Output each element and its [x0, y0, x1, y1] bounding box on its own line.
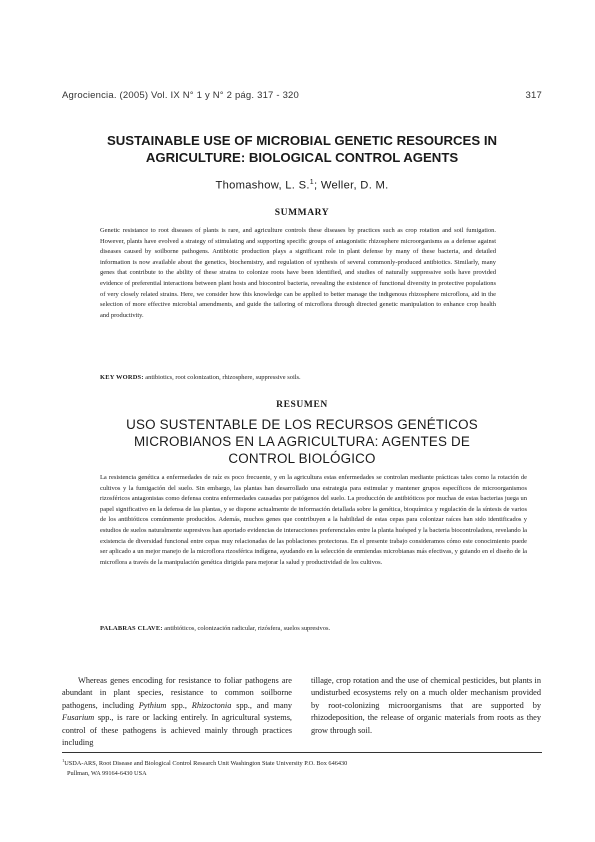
title-line-2: AGRICULTURE: BIOLOGICAL CONTROL AGENTS [145, 149, 459, 165]
author-2: ; Weller, D. M. [314, 179, 389, 192]
keywords-label: KEY WORDS: [100, 374, 144, 381]
footnote [62, 756, 492, 778]
footnote-divider [62, 752, 542, 753]
body-text-run: spp., [166, 700, 192, 710]
taxon-name: Pythium [138, 700, 167, 710]
footnote-mark: 1 [62, 758, 65, 763]
spanish-title-line-2: MICROBIANOS EN LA AGRICULTURA: AGENTES DE [133, 434, 471, 449]
summary-heading: SUMMARY [274, 208, 330, 218]
spanish-title-line-1: USO SUSTENTABLE DE LOS RECURSOS GENÉTICOS [126, 417, 478, 432]
article-title [62, 133, 542, 166]
body-column-right: tillage, crop rotation and the use of chemical pesticides, but plants in undisturbed ecosystems rely on a much older mechanism provided by root-colonizing microorganisms that are supported by rhizodeposition, the release of organic materials from roots as they grow through soil. [311, 676, 541, 735]
authors [62, 179, 542, 192]
spanish-title-line-3: CONTROL BIOLÓGICO [228, 451, 376, 466]
author-1: Thomashow, L. S. [215, 179, 310, 192]
summary-text: Genetic resistance to root diseases of plants is rare, and agriculture controls these diseases by practices such as crop rotation and soil fumigation. However, plants have evolved a strategy of stimulating and supporting specific groups of antagonistic rhizosphere microorganisms as a defense against diseases caused by soilborne pathogens. Antibiotic production plays a significant role in plant defense by many of these bacteria, and detailed information is now available about the genetics, biochemistry, and regulation of synthesis of several commonly-produced antibiotics. Similarly, many genes that contribute to the ability of these strains to colonize roots have been identified, and studies of naturally suppressive soils have provided evidence of preferential interactions between plant hosts and biocontrol bacteria, revealing the existence of functional diversity in protective populations of very closely related strains. Here, we consider how this knowledge can be applied to better manage the indigenous rhizosphere microflora, aid in the selection of more effective microbial amendments, and guide the tailoring of microflora through directed genetic manipulation to enhance crop health and productivity. [100, 227, 496, 319]
keywords-list: antibiotics, root colonization, rhizosphere, suppressive soils. [143, 374, 301, 381]
taxon-name: Fusarium [62, 713, 95, 723]
body-text-run: spp., is rare or lacking entirely. In agricultural systems, control of these pathogens is achieved mainly through practices including [62, 713, 292, 748]
resumen-text: La resistencia genética a enfermedades de raíz es poco frecuente, y en la agricultura estas enfermedades se controlan mediante prácticas tales como la rotación de cultivos y la fumigación del suelo. Sin embargo, las plantas han desarrollado una estrategia para estimular y mantener grupos específicos de microorganismos rizosféricos antagonistas como defensa contra enfermedades causadas por patógenos del suelo. La producción de antibióticos por muchas de estas bacterias juega un papel significativo en la defensa de las plantas, y se dispone actualmente de información detallada sobre la genética, bioquímica y regulación de la síntesis de varios de los antibióticos comúnmente producidos. Además, muchos genes que contribuyen a la habilidad de estas cepas para colonizar raíces han sido identificados y estudios de suelos naturalmente supresivos han aportado evidencias de interacciones preferenciales entre la planta huésped y la bacteria biocontroladora, revelando la existencia de diversidad funcional entre cepas muy relacionadas de las poblaciones protectoras. En el presente trabajo consideramos cómo este conocimiento puede ser aplicado a un mejor manejo de la microflora rizosférica indígena, ayudando en la selección de enmiendas microbianas más efectivas, y guiando en el diseño de la microflora a través de la manipulación genética dirigida para mejorar la salud y productividad de los cultivos. [100, 474, 527, 566]
footnote-address: USDA-ARS, Root Disease and Biological Control Research Unit Washington State University P.O. Box 646430 [64, 760, 348, 768]
resumen-keywords [100, 624, 496, 634]
body-paragraph-1 [62, 675, 292, 749]
body-text-run: Whereas genes encoding for resistance to foliar pathogens are abundant in plant species, resistance to common soilborne pathogens, including [62, 676, 292, 710]
summary-keywords [100, 373, 496, 383]
resumen-heading: RESUMEN [276, 400, 328, 410]
taxon-name: Rhizoctonia [191, 700, 232, 710]
spanish-title [62, 416, 542, 467]
running-header [62, 90, 542, 101]
palabras-clave-label: PALABRAS CLAVE: [100, 625, 163, 632]
palabras-clave-list: antibióticos, colonización radicular, rizósfera, suelos supresivos. [162, 625, 331, 632]
title-line-1: SUSTAINABLE USE OF MICROBIAL GENETIC RESOURCES IN [106, 133, 498, 148]
author-affiliation-mark: 1 [309, 179, 314, 186]
footnote-line-1 [62, 756, 492, 769]
body-text-run: spp., and many [231, 700, 292, 710]
body-column-left [62, 675, 292, 749]
footnote-line-2: Pullman, WA 99164-6430 USA [67, 769, 147, 777]
page-number: 317 [525, 90, 542, 101]
journal-citation: Agrociencia. (2005) Vol. IX N° 1 y N° 2 pág. 317 - 320 [62, 90, 300, 101]
